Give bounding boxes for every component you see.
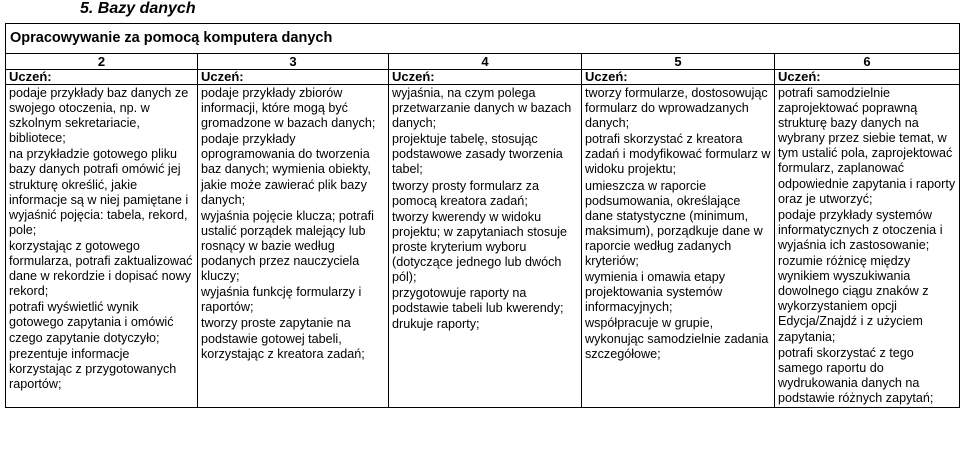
title-row (6, 24, 960, 54)
requirement-item: drukuje raporty; (392, 317, 480, 332)
requirement-item: potrafi samodzielnie zaprojektować poprawną strukturę bazy danych na wybrany przez siebie temat, w tym ustalić pola, zaprojektować formularz, zaplanować odpowiednie zapytania i raporty oraz je utworzyć; (778, 86, 956, 206)
requirement-item: rozumie różnicę między wynikiem wyszukiwania dowolnego ciągu znaków z wykorzystaniem opcji Edycja/Znajdź i z użyciem zapytania; (778, 254, 929, 344)
requirement-item: projektuje tabelę, stosując podstawowe zasady tworzenia tabel; (392, 132, 563, 177)
table-title: Opracowywanie za pomocą komputera danych (6, 24, 960, 54)
student-label: Uczeń: (389, 70, 582, 85)
requirement-item: na przykładzie gotowego pliku bazy danych potrafi omówić jej strukturę określić, jakie informacje są w niej pamiętane i wyjaśnić pojęcia: tabela, rekord, pole; (9, 147, 189, 237)
requirement-item: podaje przykłady oprogramowania do tworzenia baz danych; wymienia obiekty, jakie może zawierać plik bazy danych; (201, 132, 371, 207)
student-label: Uczeń: (6, 70, 198, 85)
grade-number-row (6, 54, 960, 70)
requirement-item: podaje przykłady baz danych ze swojego otoczenia, np. w szkolnym sekretariacie, bibliotece; (9, 86, 189, 146)
student-label: Uczeń: (198, 70, 389, 85)
requirement-item: współpracuje w grupie, wykonując samodzielnie zadania szczegółowe; (585, 316, 769, 361)
grade-2-requirements (6, 85, 198, 408)
grade-6-requirements (775, 85, 960, 408)
requirement-item: tworzy formularze, dostosowując formularz do wprowadzanych danych; (585, 86, 768, 131)
grade-number: 3 (198, 54, 389, 70)
grade-number: 5 (582, 54, 775, 70)
requirement-item: przygotowuje raporty na podstawie tabeli lub kwerendy; (392, 286, 564, 316)
student-label: Uczeń: (582, 70, 775, 85)
student-label: Uczeń: (775, 70, 960, 85)
requirement-item: tworzy prosty formularz za pomocą kreatora zadań; (392, 178, 539, 208)
requirement-item: umieszcza w raporcie podsumowania, określające dane statystyczne (minimum, maksimum), porządkuje dane w raporcie według zadanych kryteriów; (585, 178, 763, 269)
requirements-table (5, 23, 960, 408)
requirement-item: potrafi skorzystać z kreatora zadań i modyfikować formularz w widoku projektu; (585, 132, 771, 177)
student-label-row (6, 70, 960, 85)
grade-number: 6 (775, 54, 960, 70)
requirement-item: prezentuje informacje korzystając z przygotowanych raportów; (9, 346, 177, 391)
grade-3-requirements (198, 85, 389, 408)
requirement-item: wyjaśnia funkcję formularzy i raportów; (201, 285, 362, 315)
requirement-item: korzystając z gotowego formularza, potrafi zaktualizować dane w rekordzie i dopisać nowy rekord; (9, 238, 193, 299)
requirement-item: wyjaśnia pojęcie klucza; potrafi ustalić porządek malejący lub rosnący w bazie według podanych przez nauczyciela kluczy; (201, 208, 374, 284)
requirement-item: tworzy kwerendy w widoku projektu; w zapytaniach stosuje proste kryterium wyboru (dotyczące jednego lub dwóch pól); (392, 209, 568, 285)
grade-4-requirements (389, 85, 582, 408)
grade-5-requirements (582, 85, 775, 408)
requirement-item: potrafi skorzystać z tego samego raportu do wydrukowania danych na podstawie różnych zapytań; (778, 345, 934, 405)
grade-number: 2 (6, 54, 198, 70)
requirement-item: podaje przykłady systemów informatycznych z otoczenia i wyjaśnia ich zastosowanie; (778, 207, 943, 252)
requirements-table-wrapper (5, 23, 959, 408)
requirement-item: tworzy proste zapytanie na podstawie gotowej tabeli, korzystając z kreatora zadań; (201, 316, 365, 361)
requirement-item: potrafi wyświetlić wynik gotowego zapytania i omówić czego zapytanie dotyczyło; (9, 300, 174, 345)
requirement-item: wymienia i omawia etapy projektowania systemów informacyjnych; (585, 270, 725, 315)
requirement-item: wyjaśnia, na czym polega przetwarzanie danych w bazach danych; (392, 86, 572, 131)
section-heading: 5. Bazy danych (80, 0, 196, 17)
requirement-item: podaje przykłady zbiorów informacji, które mogą być gromadzone w bazach danych; (201, 86, 376, 131)
grade-number: 4 (389, 54, 582, 70)
requirements-row (6, 85, 960, 408)
